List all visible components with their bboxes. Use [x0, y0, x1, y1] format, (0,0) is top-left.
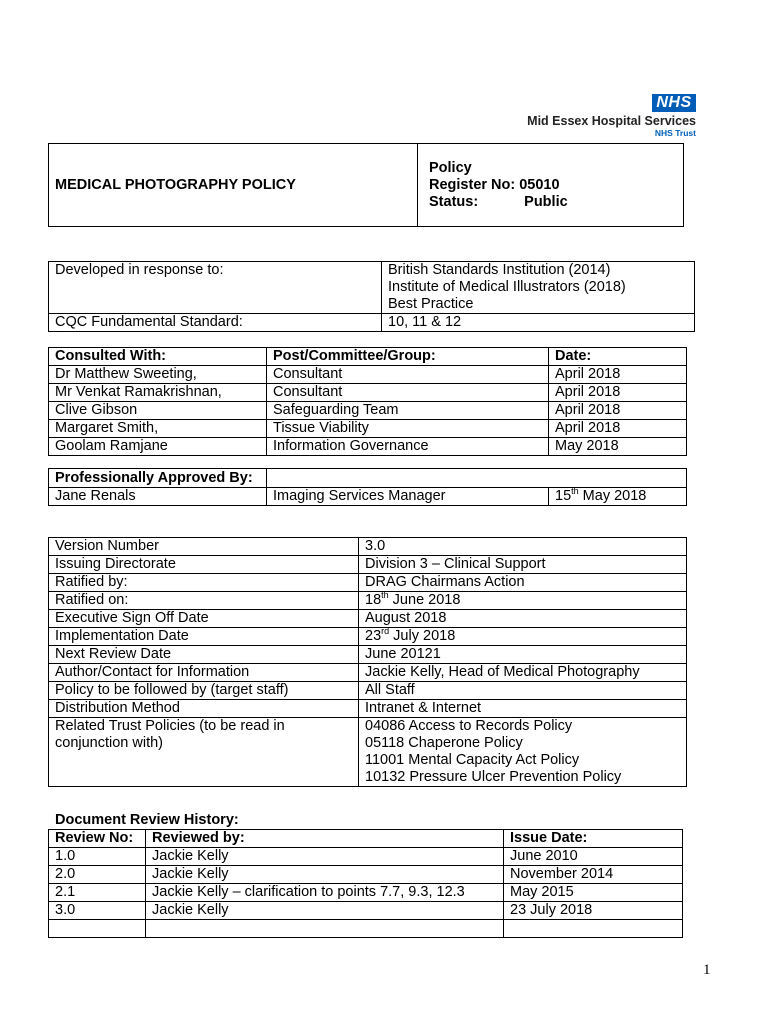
cqc-value: 10, 11 & 12 [382, 314, 695, 332]
review-history-table [48, 829, 683, 938]
related-policy: 10132 Pressure Ulcer Prevention Policy [365, 769, 622, 785]
detail-label: Issuing Directorate [49, 556, 359, 574]
detail-value: Jackie Kelly, Head of Medical Photography [359, 664, 687, 682]
detail-label: Distribution Method [49, 700, 359, 718]
detail-label: Ratified on: [49, 592, 359, 610]
reviewer: Jackie Kelly [146, 866, 504, 884]
policy-label: Policy [429, 160, 472, 176]
register-number: Register No: 05010 [429, 177, 560, 193]
related-policy: 04086 Access to Records Policy [365, 718, 573, 734]
consultee-name: Dr Matthew Sweeting, [49, 366, 267, 384]
detail-value: All Staff [359, 682, 687, 700]
detail-label: Policy to be followed by (target staff) [49, 682, 359, 700]
issue-date: June 2010 [504, 848, 683, 866]
issue-date [504, 920, 683, 938]
details-table [48, 537, 687, 787]
consulted-table [48, 347, 687, 456]
approved-table [48, 468, 687, 506]
table-row [49, 700, 687, 718]
detail-label: Ratified by: [49, 574, 359, 592]
review-number: 1.0 [49, 848, 146, 866]
detail-value: 18th June 2018 [359, 592, 687, 610]
table-row [49, 438, 687, 456]
detail-label: Implementation Date [49, 628, 359, 646]
policy-register-info [429, 160, 568, 211]
table-row [49, 610, 687, 628]
consultee-post: Information Governance [267, 438, 549, 456]
table-row [49, 420, 687, 438]
review-number: 2.0 [49, 866, 146, 884]
consultee-post: Tissue Viability [267, 420, 549, 438]
standard-item: British Standards Institution (2014) [388, 262, 611, 278]
consultee-date: April 2018 [549, 402, 687, 420]
detail-value: Intranet & Internet [359, 700, 687, 718]
column-header: Review No: [49, 830, 146, 848]
status-label: Status: [429, 194, 479, 210]
detail-label: Related Trust Policies (to be read in conjunction with) [49, 718, 359, 787]
consultee-name: Goolam Ramjane [49, 438, 267, 456]
table-row [49, 664, 687, 682]
table-header-row [49, 830, 683, 848]
detail-value [359, 718, 687, 787]
related-policy: 11001 Mental Capacity Act Policy [365, 752, 580, 768]
status-value: Public [524, 194, 568, 210]
detail-label: Executive Sign Off Date [49, 610, 359, 628]
table-row [49, 366, 687, 384]
detail-value: June 20121 [359, 646, 687, 664]
column-header: Reviewed by: [146, 830, 504, 848]
detail-label: Next Review Date [49, 646, 359, 664]
policy-header [48, 143, 684, 227]
column-header: Post/Committee/Group: [267, 348, 549, 366]
developed-label: Developed in response to: [49, 262, 382, 314]
nhs-logo [528, 94, 698, 138]
detail-value: 3.0 [359, 538, 687, 556]
reviewer: Jackie Kelly – clarification to points 7.7, 9.3, 12.3 [146, 884, 504, 902]
detail-label: Author/Contact for Information [49, 664, 359, 682]
reviewer: Jackie Kelly [146, 848, 504, 866]
org-name: Mid Essex Hospital Services [527, 114, 696, 128]
status-line [429, 194, 568, 211]
table-row [49, 538, 687, 556]
related-policy: 05118 Chaperone Policy [365, 735, 523, 751]
developed-values [382, 262, 695, 314]
table-row [49, 262, 695, 314]
standard-item: Best Practice [388, 296, 474, 312]
table-row [49, 718, 687, 787]
page-number: 1 [703, 962, 711, 978]
issue-date: November 2014 [504, 866, 683, 884]
table-row [49, 556, 687, 574]
table-row [49, 682, 687, 700]
review-number [49, 920, 146, 938]
column-header: Consulted With: [49, 348, 267, 366]
page-title: MEDICAL PHOTOGRAPHY POLICY [55, 177, 296, 193]
consultee-name: Mr Venkat Ramakrishnan, [49, 384, 267, 402]
reviewer [146, 920, 504, 938]
standards-table [48, 261, 695, 332]
approval-date: 15th May 2018 [549, 488, 687, 506]
review-number: 3.0 [49, 902, 146, 920]
reviewer: Jackie Kelly [146, 902, 504, 920]
table-row [49, 574, 687, 592]
table-header-row [49, 348, 687, 366]
table-row [49, 592, 687, 610]
review-history-heading: Document Review History: [55, 812, 239, 828]
cqc-label: CQC Fundamental Standard: [49, 314, 382, 332]
consultee-post: Safeguarding Team [267, 402, 549, 420]
consultee-date: May 2018 [549, 438, 687, 456]
table-row [49, 848, 683, 866]
table-row [49, 902, 683, 920]
consultee-post: Consultant [267, 384, 549, 402]
consultee-date: April 2018 [549, 384, 687, 402]
consultee-name: Margaret Smith, [49, 420, 267, 438]
table-row [49, 384, 687, 402]
issue-date: May 2015 [504, 884, 683, 902]
detail-value: 23rd July 2018 [359, 628, 687, 646]
consultee-name: Clive Gibson [49, 402, 267, 420]
column-header: Issue Date: [504, 830, 683, 848]
approved-heading: Professionally Approved By: [49, 469, 267, 488]
review-number: 2.1 [49, 884, 146, 902]
table-row [49, 628, 687, 646]
approver-name: Jane Renals [49, 488, 267, 506]
table-row [49, 866, 683, 884]
standard-item: Institute of Medical Illustrators (2018) [388, 279, 626, 295]
table-header-row [49, 469, 687, 488]
table-row [49, 646, 687, 664]
table-row [49, 488, 687, 506]
nhs-badge: NHS [652, 94, 696, 112]
org-trust: NHS Trust [654, 128, 696, 138]
table-row [49, 884, 683, 902]
column-header: Date: [549, 348, 687, 366]
detail-value: DRAG Chairmans Action [359, 574, 687, 592]
detail-value: Division 3 – Clinical Support [359, 556, 687, 574]
detail-value: August 2018 [359, 610, 687, 628]
table-row [49, 314, 695, 332]
table-row [49, 402, 687, 420]
consultee-date: April 2018 [549, 420, 687, 438]
consultee-date: April 2018 [549, 366, 687, 384]
header-divider [417, 144, 418, 226]
table-row [49, 920, 683, 938]
consultee-post: Consultant [267, 366, 549, 384]
approver-role: Imaging Services Manager [267, 488, 549, 506]
empty-cell [267, 469, 687, 488]
issue-date: 23 July 2018 [504, 902, 683, 920]
detail-label: Version Number [49, 538, 359, 556]
